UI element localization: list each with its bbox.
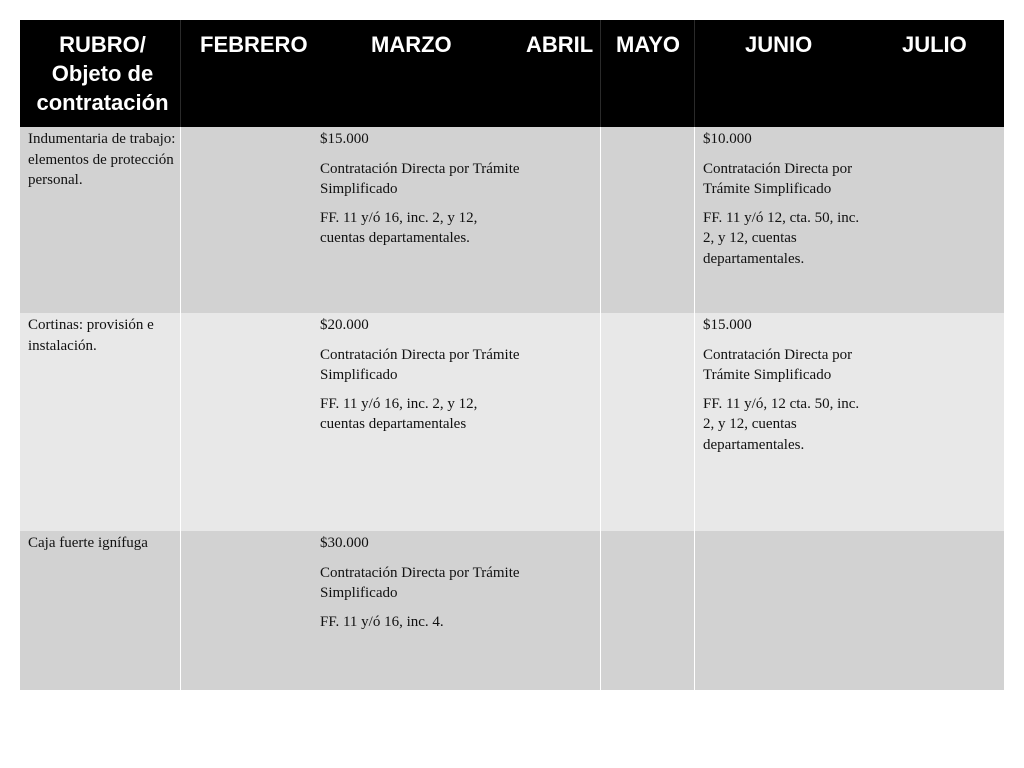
junio-cell xyxy=(703,129,863,277)
header-rubro xyxy=(20,30,185,117)
junio-cell xyxy=(703,315,863,463)
contract-type-text: Contratación Directa por Trámite Simplificado xyxy=(703,346,853,383)
marzo-cell xyxy=(320,533,520,640)
header-rubro-line2: Objeto de xyxy=(51,61,154,86)
procurement-schedule-table xyxy=(20,20,1004,690)
contract-type-text: Contratación Directa por Trámite Simplificado xyxy=(320,564,520,601)
funding-source-text: FF. 11 y/ó 16, inc. 4. xyxy=(320,613,444,630)
amount-text: $10.000 xyxy=(703,131,752,147)
header-julio: JULIO xyxy=(902,32,967,57)
contract-type-text: Contratación Directa por Trámite Simplificado xyxy=(703,160,853,197)
header-rubro-line1: RUBRO/ xyxy=(59,32,146,57)
header-mayo: MAYO xyxy=(616,32,680,57)
funding-source-text: FF. 11 y/ó 12, cta. 50, inc. 2, y 12, cuentas departamentales. xyxy=(703,209,860,267)
table-header-row xyxy=(20,20,1004,127)
table-row xyxy=(20,313,1004,531)
funding-source-text: FF. 11 y/ó 16, inc. 2, y 12, cuentas departamentales xyxy=(320,395,478,432)
marzo-cell xyxy=(320,315,520,443)
table-row xyxy=(20,531,1004,690)
rubro-cell: Cortinas: provisión e instalación. xyxy=(28,317,154,354)
header-junio: JUNIO xyxy=(745,32,813,57)
header-abril: ABRIL xyxy=(526,32,594,57)
header-rubro-line3: contratación xyxy=(36,90,169,115)
funding-source-text: FF. 11 y/ó 16, inc. 2, y 12, cuentas departamentales. xyxy=(320,209,478,246)
amount-text: $15.000 xyxy=(320,131,369,147)
amount-text: $15.000 xyxy=(703,317,752,333)
amount-text: $30.000 xyxy=(320,535,369,551)
contract-type-text: Contratación Directa por Trámite Simplificado xyxy=(320,160,520,197)
header-febrero: FEBRERO xyxy=(200,32,308,57)
marzo-cell xyxy=(320,129,520,257)
amount-text: $20.000 xyxy=(320,317,369,333)
funding-source-text: FF. 11 y/ó, 12 cta. 50, inc. 2, y 12, cuentas departamentales. xyxy=(703,395,860,453)
table-row xyxy=(20,127,1004,313)
header-marzo: MARZO xyxy=(371,32,452,57)
rubro-cell: Caja fuerte ignífuga xyxy=(28,535,148,551)
contract-type-text: Contratación Directa por Trámite Simplificado xyxy=(320,346,520,383)
rubro-cell: Indumentaria de trabajo: elementos de protección personal. xyxy=(28,131,176,188)
